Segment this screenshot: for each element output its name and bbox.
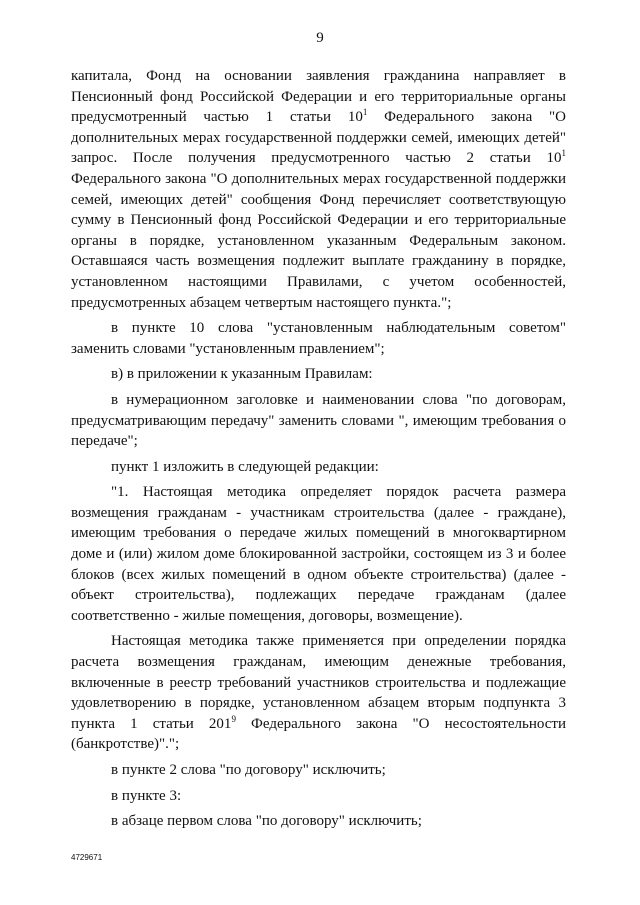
paragraph-text: в пункте 3: — [111, 787, 182, 804]
document-body — [71, 66, 566, 832]
paragraph-text: Настоящая методика также применяется при определении порядка расчета возмещения гражданам, имеющим денежные требования, включенные в реестр требований участников строительства и подлежащие удовлетворению в порядке, установленном абзацем вторым подпункта 3 пункта 1 статьи 201 — [71, 633, 566, 732]
paragraph-text: пункт 1 изложить в следующей редакции: — [111, 458, 379, 475]
paragraph — [71, 318, 566, 359]
superscript: 1 — [561, 148, 566, 159]
paragraph — [71, 390, 566, 452]
paragraph-text: Федерального закона "О дополнительных мерах государственной поддержки семей, имеющих детей" сообщения Фонд перечисляет соответствующую сумму в Пенсионный фонд Российской Федерации и его территориальные органы в порядке, установленном указанным Федеральным законом. Оставшаяся часть возмещения подлежит выплате гражданину в порядке, установленном настоящими Правилами, с учетом особенностей, предусмотренных абзацем четвертым настоящего пункта."; — [71, 170, 566, 311]
page-number: 9 — [316, 30, 324, 46]
paragraph-text: Федерального закона "О дополнительных мерах государственной поддержки семей, имеющих детей" запрос. После получения предусмотренного частью 2 статьи 10 — [71, 109, 566, 167]
paragraph — [71, 760, 566, 781]
paragraph-text: в) в приложении к указанным Правилам: — [111, 366, 373, 383]
paragraph-text: капитала, Фонд на основании заявления гражданина направляет в Пенсионный фонд Российской Федерации и его территориальные органы предусмотренный частью 1 статьи 10 — [71, 68, 566, 126]
paragraph-text: в абзаце первом слова "по договору" исключить; — [111, 813, 422, 830]
superscript: 9 — [231, 713, 236, 724]
paragraph-text: в пункте 2 слова "по договору" исключить; — [111, 762, 386, 778]
paragraph — [71, 364, 566, 385]
paragraph — [71, 457, 566, 478]
paragraph — [71, 66, 566, 313]
paragraph-text: "1. Настоящая методика определяет порядок расчета размера возмещения гражданам - участникам строительства (далее - граждане), имеющим требования о передаче жилых помещений в многоквартирном доме и (или) жилом доме блокированной застройки, состоящем из 3 и более блоков (всех жилых помещений в одном объекте строительства) (далее - объект строительства), подлежащих передаче гражданам (далее соответственно - жилые помещения, договоры, возмещение). — [71, 484, 566, 624]
paragraph — [71, 482, 566, 626]
superscript: 1 — [362, 107, 368, 118]
paragraph — [71, 811, 566, 832]
paragraph-text: Федерального закона "О несостоятельности (банкротстве)"."; — [71, 715, 567, 753]
document-id: 4729671 — [71, 853, 103, 862]
paragraph-text: в пункте 10 слова "установленным наблюдательным советом" заменить словами "установленным правлением"; — [71, 320, 566, 357]
paragraph-text: в нумерационном заголовке и наименовании слова "по договорам, предусматривающим передачу" заменить словами ", имеющим требования о передаче"; — [71, 391, 566, 450]
paragraph — [71, 631, 566, 755]
paragraph — [71, 786, 566, 807]
